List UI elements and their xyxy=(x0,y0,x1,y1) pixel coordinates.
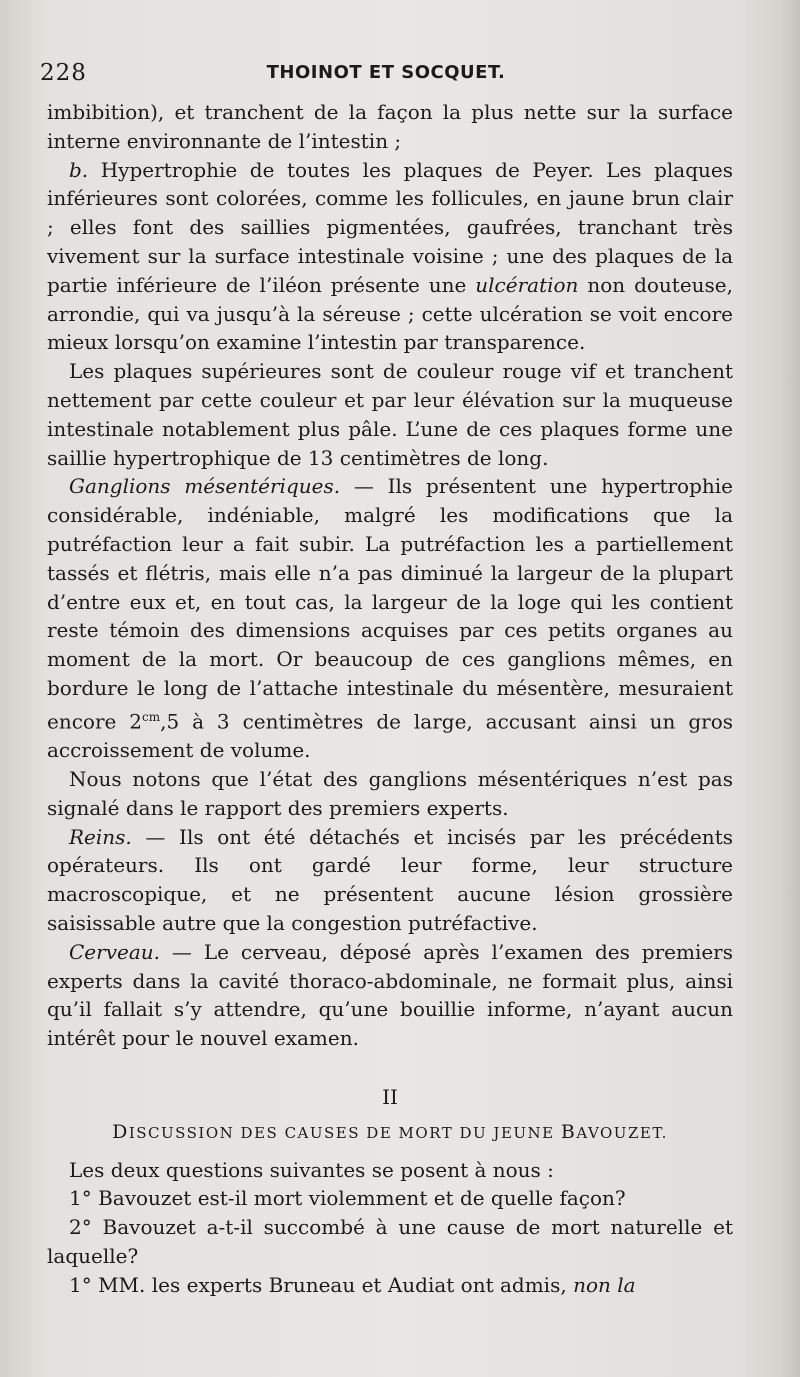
paragraph-answer-one: 1° MM. les experts Bruneau et Audiat ont admis, non la xyxy=(69,1272,636,1297)
heading-cerveau: Cerveau. xyxy=(69,939,160,964)
section-title: DISCUSSION DES CAUSES DE MORT DU JEUNE BAVOUZET. xyxy=(112,1120,668,1143)
list-label-b: b. xyxy=(69,157,89,182)
heading-reins: Reins. xyxy=(69,824,132,849)
paragraph-cerveau: Cerveau. — Le cerveau, déposé après l’examen des premiers experts dans la cavité thoraco-abdominale, ne formait plus, ainsi qu’il fallait s’y attendre, qu’une bouillie informe, n’ayant aucun intérêt pour le nouvel examen. xyxy=(47,939,733,1051)
paragraph-reins: Reins. — Ils ont été détachés et incisés par les précédents opérateurs. Ils ont gardé leur forme, leur structure macroscopique, et ne présentent aucune lésion grossière saisissable autre que la congestion putréfactive. xyxy=(47,824,733,935)
page-number: 228 xyxy=(40,60,87,86)
italic-non-la: non la xyxy=(573,1272,636,1297)
section-number: II xyxy=(382,1084,398,1109)
page-header xyxy=(40,60,732,92)
paragraph-imbibition: imbibition), et tranchent de la façon la plus nette sur la surface interne environnante de l’intestin ; xyxy=(47,100,733,153)
question-one: 1° Bavouzet est-il mort violemment et de quelle façon? xyxy=(69,1186,626,1211)
paragraph-ganglions: Ganglions mésentériques. — Ils présentent une hypertrophie considérable, indéniable, malgré les modifications que la putréfaction leur a fait subir. La putréfaction les a partiellement tassés et flétris, mais elle n’a pas diminué la largeur de la plupart d’entre eux et, en tout cas, la largeur de la loge qui les contient reste témoin des dimensions acquises par ces petits organes au moment de la mort. Or beaucoup de ces ganglions mêmes, en bordure le long de l’attache intestinale du mésentère, mesuraient encore $2^{cm},5$ à 3 centimètres de large, accusant ainsi un gros accroissement de volume. xyxy=(47,474,734,763)
heading-ganglions: Ganglions mésentériques. xyxy=(69,474,341,499)
italic-ulceration: ulcération xyxy=(475,272,579,297)
paragraph-plaques-superieures: Les plaques supérieures sont de couleur rouge vif et tranchent nettement par cette couleur et par leur élévation sur la muqueuse intestinale notablement plus pâle. L’une de ces plaques forme une saillie hypertrophique de 13 centimètres de long. xyxy=(47,359,733,470)
running-head: THOINOT ET SOCQUET. xyxy=(266,62,506,83)
paragraph-questions-intro: Les deux questions suivantes se posent à nous : xyxy=(69,1157,554,1182)
body-text xyxy=(47,98,733,1300)
question-two: 2° Bavouzet a-t-il succombé à une cause de mort naturelle et laquelle? xyxy=(47,1215,733,1268)
unit-cm: cm xyxy=(142,709,161,724)
paragraph-experts-note: Nous notons que l’état des ganglions mésentériques n’est pas signalé dans le rapport des premiers experts. xyxy=(47,766,733,820)
paragraph-plaques-peyer: b. Hypertrophie de toutes les plaques de Peyer. Les plaques inférieures sont colorées, comme les follicules, en jaune brun clair ; elles font des saillies pigmentées, gaufrées, tranchant très vivement sur la surface intestinale voisine ; une des plaques de la partie inférieure de l’iléon présente une ulcération non douteuse, arrondie, qui va jusqu’à la séreuse ; cette ulcération se voit encore mieux lorsqu’on examine l’intestin par transparence. xyxy=(47,157,733,355)
